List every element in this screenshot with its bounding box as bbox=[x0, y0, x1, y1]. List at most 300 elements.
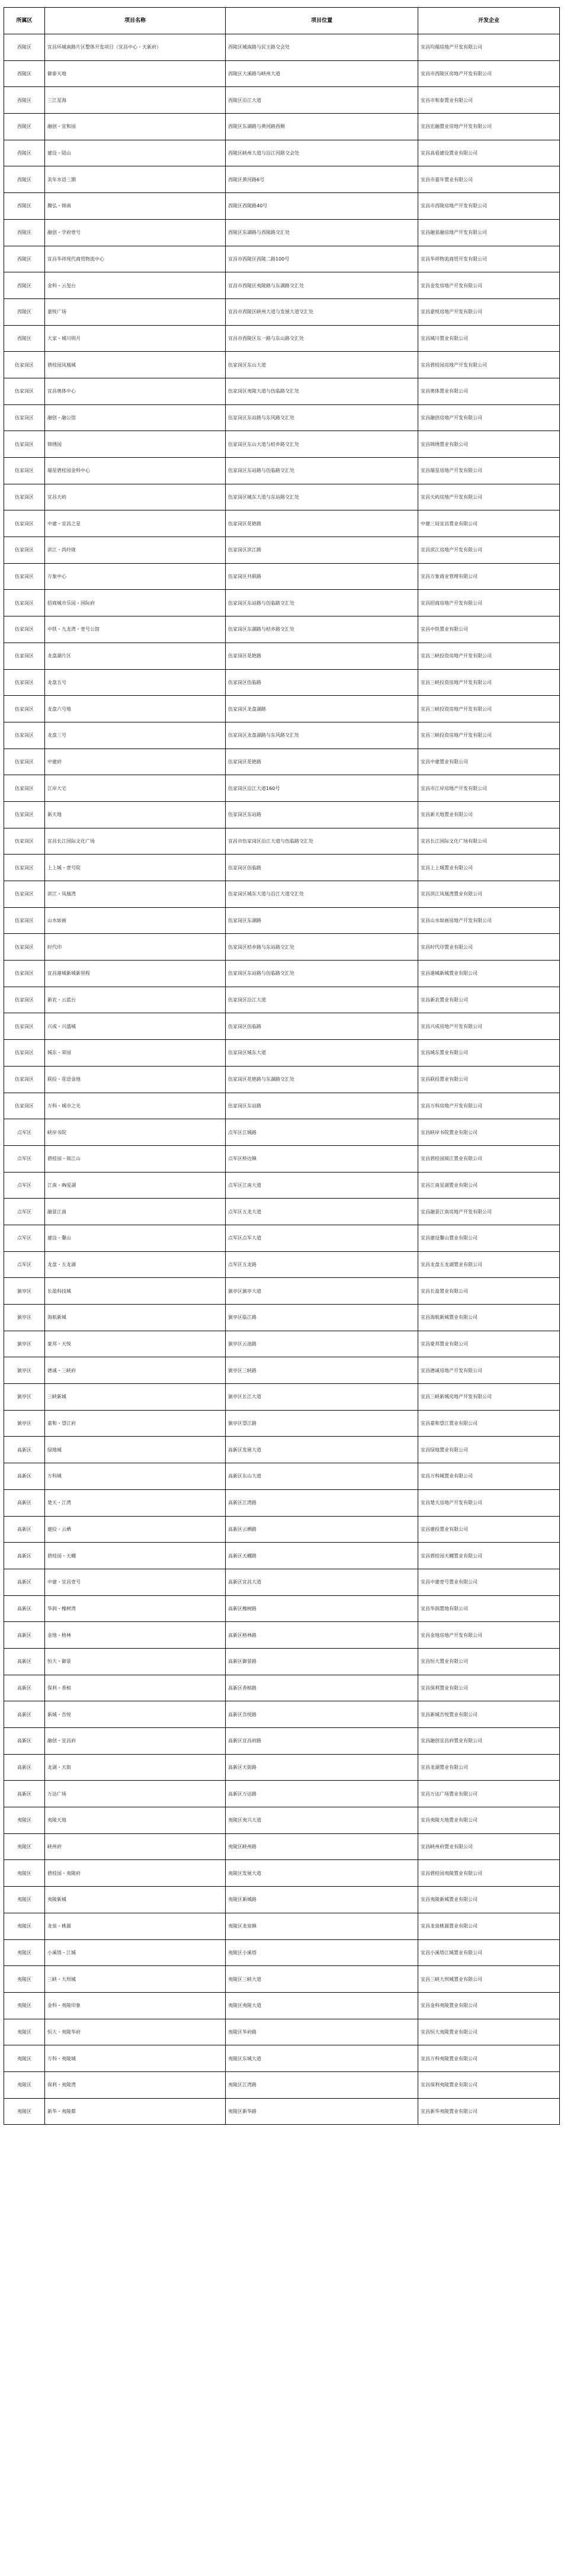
table-row bbox=[4, 34, 560, 61]
cell-district: 高新区 bbox=[4, 1569, 45, 1595]
cell-developer: 宜昌时代印置业有限公司 bbox=[418, 934, 560, 961]
cell-developer: 宜昌碧桂园天樾置业有限公司 bbox=[418, 1543, 560, 1569]
cell-project-name: 龙泉・桃源 bbox=[45, 1913, 226, 1939]
cell-project-location: 伍家岗区东站路 bbox=[226, 1093, 418, 1119]
cell-developer: 宜昌华祥物流商贸开发有限公司 bbox=[418, 246, 560, 272]
cell-district: 猇亭区 bbox=[4, 1278, 45, 1305]
cell-developer: 宜昌保利置业有限公司 bbox=[418, 1675, 560, 1701]
cell-project-location: 伍家岗区龙盘湖路与东风路交汇处 bbox=[226, 722, 418, 749]
project-table bbox=[4, 7, 560, 2125]
cell-project-location: 伍家岗区城东大道与东站路交汇处 bbox=[226, 484, 418, 510]
cell-developer: 宜昌海航新城置业有限公司 bbox=[418, 1305, 560, 1331]
cell-developer: 宜昌嘉和望江置业有限公司 bbox=[418, 1410, 560, 1437]
cell-project-name: 海航新城 bbox=[45, 1305, 226, 1331]
cell-project-location: 伍家岗区城东大道 bbox=[226, 1040, 418, 1067]
cell-district: 西陵区 bbox=[4, 114, 45, 140]
cell-project-location: 猇亭区临江路 bbox=[226, 1305, 418, 1331]
cell-developer: 宜昌三峡投资房地产开发有限公司 bbox=[418, 722, 560, 749]
table-row bbox=[4, 1516, 560, 1543]
table-row bbox=[4, 325, 560, 352]
cell-district: 高新区 bbox=[4, 1675, 45, 1701]
cell-project-location: 伍家岗区共联路 bbox=[226, 563, 418, 590]
cell-project-location: 西陵区东湖路与西陵路交汇处 bbox=[226, 219, 418, 246]
cell-district: 西陵区 bbox=[4, 193, 45, 220]
cell-district: 西陵区 bbox=[4, 140, 45, 166]
cell-district: 伍家岗区 bbox=[4, 643, 45, 669]
cell-project-location: 夷陵区夷陵大道 bbox=[226, 1992, 418, 2019]
cell-project-location: 高新区宜昌府路 bbox=[226, 1728, 418, 1755]
table-row bbox=[4, 298, 560, 325]
cell-project-name: 嘉和・望江府 bbox=[45, 1410, 226, 1437]
table-row bbox=[4, 775, 560, 802]
cell-developer: 宜昌瑞星房地产开发有限公司 bbox=[418, 458, 560, 484]
cell-developer: 宜昌上上城置业有限公司 bbox=[418, 855, 560, 881]
cell-district: 高新区 bbox=[4, 1648, 45, 1675]
header-district: 所属区 bbox=[4, 8, 45, 34]
table-row bbox=[4, 1543, 560, 1569]
cell-project-location: 点军区五龙大道 bbox=[226, 1199, 418, 1225]
table-row bbox=[4, 537, 560, 564]
cell-district: 伍家岗区 bbox=[4, 722, 45, 749]
cell-district: 高新区 bbox=[4, 1595, 45, 1622]
cell-district: 高新区 bbox=[4, 1781, 45, 1807]
cell-project-name: 峡岸书院 bbox=[45, 1119, 226, 1146]
table-row bbox=[4, 1172, 560, 1199]
cell-developer: 宜昌碧桂园夷陵置业有限公司 bbox=[418, 1860, 560, 1887]
table-row bbox=[4, 219, 560, 246]
cell-project-location: 伍家岗区花艳路 bbox=[226, 749, 418, 775]
cell-project-name: 德诚・三峡府 bbox=[45, 1357, 226, 1384]
cell-developer: 宜昌锦绣置业有限公司 bbox=[418, 431, 560, 458]
cell-project-location: 伍家岗区东山大道 bbox=[226, 352, 418, 378]
cell-developer: 宜昌市嘉年置业有限公司 bbox=[418, 166, 560, 193]
cell-project-location: 猇亭区三峡路 bbox=[226, 1357, 418, 1384]
table-row bbox=[4, 1807, 560, 1834]
table-row bbox=[4, 1728, 560, 1755]
cell-project-name: 滨江・凤凰湾 bbox=[45, 881, 226, 908]
cell-project-name: 美年水语三期 bbox=[45, 166, 226, 193]
table-row bbox=[4, 722, 560, 749]
cell-developer: 宜昌江南星湖置业有限公司 bbox=[418, 1172, 560, 1199]
cell-developer: 宜昌万科夷陵置业有限公司 bbox=[418, 2045, 560, 2072]
table-row bbox=[4, 1119, 560, 1146]
cell-developer: 宜昌峡州府置业有限公司 bbox=[418, 1833, 560, 1860]
cell-developer: 宜昌市西陵房地产开发有限公司 bbox=[418, 193, 560, 220]
cell-project-name: 碧桂园・天樾 bbox=[45, 1543, 226, 1569]
table-row bbox=[4, 1833, 560, 1860]
cell-developer: 宜昌峡岸书院置业有限公司 bbox=[418, 1119, 560, 1146]
cell-developer: 宜昌保利夷陵置业有限公司 bbox=[418, 2071, 560, 2098]
cell-district: 伍家岗区 bbox=[4, 669, 45, 696]
cell-project-name: 融景江南 bbox=[45, 1199, 226, 1225]
cell-project-name: 宜昌华祥现代商贸物流中心 bbox=[45, 246, 226, 272]
cell-project-location: 伍家岗区伍临路 bbox=[226, 669, 418, 696]
cell-developer: 宜昌嘉悦房地产开发有限公司 bbox=[418, 298, 560, 325]
cell-project-name: 龙盘湖片区 bbox=[45, 643, 226, 669]
cell-project-name: 峡州府 bbox=[45, 1833, 226, 1860]
table-row bbox=[4, 1305, 560, 1331]
cell-project-name: 滨江・尚玲珑 bbox=[45, 537, 226, 564]
cell-district: 点军区 bbox=[4, 1172, 45, 1199]
table-row bbox=[4, 1251, 560, 1278]
table-row bbox=[4, 60, 560, 87]
cell-developer: 宜昌万象商业管理有限公司 bbox=[418, 563, 560, 590]
cell-developer: 宜昌中建置业有限公司 bbox=[418, 749, 560, 775]
cell-district: 夷陵区 bbox=[4, 1860, 45, 1887]
table-row bbox=[4, 1013, 560, 1040]
cell-district: 夷陵区 bbox=[4, 1913, 45, 1939]
cell-project-name: 恒大・夷陵华府 bbox=[45, 2019, 226, 2045]
cell-developer: 宜昌城东置业有限公司 bbox=[418, 1040, 560, 1067]
cell-project-location: 高新区御景路 bbox=[226, 1648, 418, 1675]
table-row bbox=[4, 855, 560, 881]
cell-project-location: 夷陵区东城大道 bbox=[226, 2045, 418, 2072]
cell-project-location: 伍家岗区东湖路 bbox=[226, 907, 418, 934]
cell-project-location: 伍家岗区东站路 bbox=[226, 801, 418, 828]
cell-developer: 宜昌建投置业有限公司 bbox=[418, 1516, 560, 1543]
cell-project-name: 时代印 bbox=[45, 934, 226, 961]
cell-project-name: 锦绣园 bbox=[45, 431, 226, 458]
cell-district: 高新区 bbox=[4, 1543, 45, 1569]
cell-project-name: 万达广场 bbox=[45, 1781, 226, 1807]
table-row bbox=[4, 1913, 560, 1939]
table-row bbox=[4, 510, 560, 537]
cell-project-name: 恒大・御景 bbox=[45, 1648, 226, 1675]
cell-district: 西陵区 bbox=[4, 272, 45, 299]
cell-project-name: 山水如画 bbox=[45, 907, 226, 934]
cell-project-location: 高新区天樾路 bbox=[226, 1543, 418, 1569]
cell-developer: 宜昌长江国际文化广场有限公司 bbox=[418, 828, 560, 855]
table-row bbox=[4, 458, 560, 484]
cell-district: 猇亭区 bbox=[4, 1305, 45, 1331]
table-row bbox=[4, 1675, 560, 1701]
table-row bbox=[4, 193, 560, 220]
table-row bbox=[4, 749, 560, 775]
table-row bbox=[4, 987, 560, 1013]
cell-project-name: 碧桂园・夷陵府 bbox=[45, 1860, 226, 1887]
cell-project-name: 碧桂园凤凰城 bbox=[45, 352, 226, 378]
cell-project-name: 金科・夷陵印象 bbox=[45, 1992, 226, 2019]
cell-project-name: 金科・云玺台 bbox=[45, 272, 226, 299]
cell-developer: 中建三局宜昌置业有限公司 bbox=[418, 510, 560, 537]
cell-project-location: 西陵区黄河路6号 bbox=[226, 166, 418, 193]
table-row bbox=[4, 1410, 560, 1437]
cell-project-location: 夷陵区三峡大道 bbox=[226, 1966, 418, 1993]
table-row bbox=[4, 1040, 560, 1067]
cell-district: 夷陵区 bbox=[4, 1887, 45, 1913]
cell-district: 西陵区 bbox=[4, 298, 45, 325]
cell-developer: 宜昌天屿房地产开发有限公司 bbox=[418, 484, 560, 510]
cell-district: 夷陵区 bbox=[4, 1807, 45, 1834]
table-row bbox=[4, 1701, 560, 1728]
table-row bbox=[4, 431, 560, 458]
table-row bbox=[4, 1357, 560, 1384]
cell-developer: 宜昌滨江房地产开发有限公司 bbox=[418, 537, 560, 564]
table-row bbox=[4, 1781, 560, 1807]
table-row bbox=[4, 272, 560, 299]
cell-district: 猇亭区 bbox=[4, 1357, 45, 1384]
cell-developer: 宜昌龙泉桃源置业有限公司 bbox=[418, 1913, 560, 1939]
cell-developer: 宜昌绿地置业有限公司 bbox=[418, 1437, 560, 1463]
table-row bbox=[4, 87, 560, 114]
cell-project-name: 三峡新城 bbox=[45, 1384, 226, 1411]
cell-developer: 宜昌市西陵区房地产开发有限公司 bbox=[418, 60, 560, 87]
cell-district: 伍家岗区 bbox=[4, 907, 45, 934]
cell-district: 高新区 bbox=[4, 1516, 45, 1543]
cell-district: 点军区 bbox=[4, 1145, 45, 1172]
cell-district: 伍家岗区 bbox=[4, 775, 45, 802]
cell-district: 伍家岗区 bbox=[4, 537, 45, 564]
cell-district: 高新区 bbox=[4, 1489, 45, 1516]
cell-developer: 宜昌中铁置业有限公司 bbox=[418, 616, 560, 643]
cell-project-name: 小溪塔・江城 bbox=[45, 1939, 226, 1966]
cell-project-location: 伍家岗区滨江路 bbox=[226, 537, 418, 564]
cell-project-name: 龙盘・五龙湖 bbox=[45, 1251, 226, 1278]
cell-project-location: 伍家岗区夷陵大道与伍临路交汇处 bbox=[226, 378, 418, 404]
cell-project-location: 伍家岗区花艳路与东湖路交汇处 bbox=[226, 1066, 418, 1093]
table-row bbox=[4, 1754, 560, 1781]
cell-district: 点军区 bbox=[4, 1199, 45, 1225]
cell-district: 西陵区 bbox=[4, 166, 45, 193]
cell-district: 伍家岗区 bbox=[4, 696, 45, 722]
cell-project-location: 夷陵区峡州路 bbox=[226, 1833, 418, 1860]
cell-district: 伍家岗区 bbox=[4, 801, 45, 828]
cell-district: 夷陵区 bbox=[4, 1939, 45, 1966]
cell-developer: 宜昌高看建设置业有限公司 bbox=[418, 140, 560, 166]
cell-project-location: 伍家岗区花艳路 bbox=[226, 643, 418, 669]
cell-project-location: 宜昌市西陵区西陵二路100号 bbox=[226, 246, 418, 272]
cell-developer: 宜昌楚天房地产开发有限公司 bbox=[418, 1489, 560, 1516]
cell-developer: 宜昌华润置地有限公司 bbox=[418, 1595, 560, 1622]
cell-project-location: 宜昌市西陵区峡州大道与发展大道交汇处 bbox=[226, 298, 418, 325]
cell-district: 夷陵区 bbox=[4, 2071, 45, 2098]
cell-district: 西陵区 bbox=[4, 87, 45, 114]
cell-developer: 宜昌融创宜昌府置业有限公司 bbox=[418, 1728, 560, 1755]
cell-developer: 宜昌兴成房地产开发有限公司 bbox=[418, 1013, 560, 1040]
cell-district: 高新区 bbox=[4, 1701, 45, 1728]
cell-developer: 宜昌夷陵新城置业有限公司 bbox=[418, 1887, 560, 1913]
table-row bbox=[4, 1145, 560, 1172]
table-row bbox=[4, 1887, 560, 1913]
cell-project-location: 点军区桥边镇 bbox=[226, 1145, 418, 1172]
cell-project-name: 新华・夷陵都 bbox=[45, 2098, 226, 2125]
cell-project-name: 建设・馨山 bbox=[45, 1225, 226, 1251]
cell-project-location: 宜昌市西陵区夷陵路与东湖路交汇处 bbox=[226, 272, 418, 299]
cell-developer: 宜昌德诚房地产开发有限公司 bbox=[418, 1357, 560, 1384]
table-row bbox=[4, 1384, 560, 1411]
cell-project-name: 万象中心 bbox=[45, 563, 226, 590]
cell-project-location: 伍家岗区城东大道与沿江大道交汇处 bbox=[226, 881, 418, 908]
cell-developer: 宜昌融创房地产开发有限公司 bbox=[418, 404, 560, 431]
cell-project-name: 绿地城 bbox=[45, 1437, 226, 1463]
cell-district: 高新区 bbox=[4, 1728, 45, 1755]
cell-district: 点军区 bbox=[4, 1251, 45, 1278]
table-row bbox=[4, 828, 560, 855]
cell-project-location: 西陵区城南路与民主路交会处 bbox=[226, 34, 418, 61]
cell-district: 夷陵区 bbox=[4, 1966, 45, 1993]
cell-developer: 宜昌万达广场置业有限公司 bbox=[418, 1781, 560, 1807]
cell-developer: 宜昌新华夷陵置业有限公司 bbox=[418, 2098, 560, 2125]
cell-developer: 宜昌中建壹号置业有限公司 bbox=[418, 1569, 560, 1595]
cell-developer: 宜昌宏融置业房地产开发有限公司 bbox=[418, 114, 560, 140]
table-row bbox=[4, 166, 560, 193]
cell-project-name: 江南・IN星湖 bbox=[45, 1172, 226, 1199]
cell-project-location: 宜昌市西陵区东一路与东山路交汇处 bbox=[226, 325, 418, 352]
cell-district: 点军区 bbox=[4, 1225, 45, 1251]
cell-project-name: 融创・融公馆 bbox=[45, 404, 226, 431]
cell-district: 高新区 bbox=[4, 1754, 45, 1781]
table-row bbox=[4, 1463, 560, 1490]
table-row bbox=[4, 1278, 560, 1305]
cell-project-location: 伍家岗区东站路与伍临路交汇处 bbox=[226, 961, 418, 987]
header-project-name: 项目名称 bbox=[45, 8, 226, 34]
cell-project-location: 伍家岗区伍临路 bbox=[226, 855, 418, 881]
cell-project-location: 猇亭区望江路 bbox=[226, 1410, 418, 1437]
table-row bbox=[4, 616, 560, 643]
cell-project-location: 伍家岗区东山大道与桔乡路交汇处 bbox=[226, 431, 418, 458]
table-row bbox=[4, 404, 560, 431]
cell-project-location: 伍家岗区桔乡路与东站路交汇处 bbox=[226, 934, 418, 961]
cell-developer: 宜昌建设馨山置业有限公司 bbox=[418, 1225, 560, 1251]
cell-project-name: 华润・橡树湾 bbox=[45, 1595, 226, 1622]
cell-project-name: 招商城市乐园・国际府 bbox=[45, 590, 226, 616]
table-row bbox=[4, 1595, 560, 1622]
cell-project-name: 建投・云栖 bbox=[45, 1516, 226, 1543]
cell-district: 伍家岗区 bbox=[4, 934, 45, 961]
cell-project-name: 中铁・九龙湾・壹号公馆 bbox=[45, 616, 226, 643]
cell-developer: 宜昌三峡投资房地产开发有限公司 bbox=[418, 643, 560, 669]
cell-developer: 宜昌三峡投资房地产开发有限公司 bbox=[418, 696, 560, 722]
cell-project-location: 夷陵区发展大道 bbox=[226, 1860, 418, 1887]
cell-project-location: 猇亭区猇亭大道 bbox=[226, 1278, 418, 1305]
cell-project-name: 新农・云蓝台 bbox=[45, 987, 226, 1013]
cell-project-name: 宜昌港城新城新里程 bbox=[45, 961, 226, 987]
cell-project-name: 三峡・大坝城 bbox=[45, 1966, 226, 1993]
cell-developer: 宜昌新天地置业有限公司 bbox=[418, 801, 560, 828]
table-row bbox=[4, 484, 560, 510]
cell-district: 伍家岗区 bbox=[4, 1093, 45, 1119]
cell-project-location: 伍家岗区伍临路 bbox=[226, 1013, 418, 1040]
table-row bbox=[4, 1860, 560, 1887]
table-row bbox=[4, 934, 560, 961]
cell-project-name: 新天地 bbox=[45, 801, 226, 828]
table-row bbox=[4, 961, 560, 987]
cell-developer: 宜昌恒大置业有限公司 bbox=[418, 1648, 560, 1675]
cell-project-location: 伍家岗区东站路与伍临路交汇处 bbox=[226, 458, 418, 484]
table-row bbox=[4, 2045, 560, 2072]
cell-project-location: 高新区天街路 bbox=[226, 1754, 418, 1781]
header-project-location: 项目位置 bbox=[226, 8, 418, 34]
header-row bbox=[4, 8, 560, 34]
cell-project-location: 高新区橡树路 bbox=[226, 1595, 418, 1622]
cell-project-name: 联投・花语金地 bbox=[45, 1066, 226, 1093]
table-row bbox=[4, 2019, 560, 2045]
cell-district: 伍家岗区 bbox=[4, 1013, 45, 1040]
cell-project-location: 西陵区西陵路40号 bbox=[226, 193, 418, 220]
cell-project-name: 金地・格林 bbox=[45, 1622, 226, 1649]
cell-project-name: 上上城・壹号院 bbox=[45, 855, 226, 881]
cell-project-name: 龙盘六号地 bbox=[45, 696, 226, 722]
table-row bbox=[4, 696, 560, 722]
table-row bbox=[4, 1066, 560, 1093]
cell-project-location: 猇亭区长江大道 bbox=[226, 1384, 418, 1411]
cell-district: 伍家岗区 bbox=[4, 828, 45, 855]
cell-project-location: 西陵区大溪路与峡州大道 bbox=[226, 60, 418, 87]
cell-developer: 宜昌龙湖置业有限公司 bbox=[418, 1754, 560, 1781]
table-row bbox=[4, 2071, 560, 2098]
cell-developer: 宜昌万科城置业有限公司 bbox=[418, 1463, 560, 1490]
table-row bbox=[4, 907, 560, 934]
cell-developer: 宜昌金发房地产开发有限公司 bbox=[418, 272, 560, 299]
cell-project-location: 高新区宜昌大道 bbox=[226, 1569, 418, 1595]
cell-project-location: 伍家岗区沿江大道160号 bbox=[226, 775, 418, 802]
cell-project-name: 腾弘・锦南 bbox=[45, 193, 226, 220]
cell-district: 伍家岗区 bbox=[4, 378, 45, 404]
cell-project-location: 高新区万达路 bbox=[226, 1781, 418, 1807]
cell-project-location: 西陵区沿江大道 bbox=[226, 87, 418, 114]
cell-district: 伍家岗区 bbox=[4, 749, 45, 775]
cell-developer: 宜昌港城新城置业有限公司 bbox=[418, 961, 560, 987]
cell-developer: 宜昌碧桂园阅江置业有限公司 bbox=[418, 1145, 560, 1172]
table-row bbox=[4, 1489, 560, 1516]
cell-developer: 宜昌金地房地产开发有限公司 bbox=[418, 1622, 560, 1649]
cell-district: 伍家岗区 bbox=[4, 855, 45, 881]
cell-project-location: 高新区发展大道 bbox=[226, 1437, 418, 1463]
table-row bbox=[4, 1093, 560, 1119]
cell-district: 伍家岗区 bbox=[4, 987, 45, 1013]
cell-project-name: 中建・宜昌壹号 bbox=[45, 1569, 226, 1595]
cell-district: 高新区 bbox=[4, 1622, 45, 1649]
cell-project-location: 夷陵区新城路 bbox=[226, 1887, 418, 1913]
cell-project-location: 点军区江城路 bbox=[226, 1119, 418, 1146]
table-row bbox=[4, 378, 560, 404]
table-row bbox=[4, 1225, 560, 1251]
cell-project-name: 大家・城川明月 bbox=[45, 325, 226, 352]
cell-project-location: 伍家岗区东湖路与桔乡路交汇处 bbox=[226, 616, 418, 643]
cell-developer: 宜昌恒大夷陵置业有限公司 bbox=[418, 2019, 560, 2045]
table-row bbox=[4, 2098, 560, 2125]
cell-district: 高新区 bbox=[4, 1437, 45, 1463]
cell-project-location: 西陵区东湖路与黄河路西侧 bbox=[226, 114, 418, 140]
cell-project-location: 伍家岗区花艳路 bbox=[226, 510, 418, 537]
cell-district: 高新区 bbox=[4, 1463, 45, 1490]
cell-developer: 宜昌城川置业有限公司 bbox=[418, 325, 560, 352]
cell-developer: 宜昌奥体置业有限公司 bbox=[418, 378, 560, 404]
table-row bbox=[4, 114, 560, 140]
cell-developer: 宜昌山水如画房地产开发有限公司 bbox=[418, 907, 560, 934]
cell-district: 伍家岗区 bbox=[4, 404, 45, 431]
cell-district: 伍家岗区 bbox=[4, 431, 45, 458]
cell-developer: 宜昌市江岸房地产开发有限公司 bbox=[418, 775, 560, 802]
cell-project-name: 融创・宜和园 bbox=[45, 114, 226, 140]
cell-project-location: 高新区香槟路 bbox=[226, 1675, 418, 1701]
cell-district: 西陵区 bbox=[4, 219, 45, 246]
cell-developer: 宜昌联投置业有限公司 bbox=[418, 1066, 560, 1093]
table-row bbox=[4, 643, 560, 669]
cell-project-location: 猇亭区云池路 bbox=[226, 1331, 418, 1357]
table-row bbox=[4, 881, 560, 908]
cell-project-name: 嘉悦广场 bbox=[45, 298, 226, 325]
cell-project-name: 江岸大宅 bbox=[45, 775, 226, 802]
cell-project-name: 宜昌长江国际文化广场 bbox=[45, 828, 226, 855]
cell-district: 伍家岗区 bbox=[4, 961, 45, 987]
cell-project-location: 夷陵区小溪塔 bbox=[226, 1939, 418, 1966]
table-row bbox=[4, 590, 560, 616]
cell-developer: 宜昌融景融房地产开发有限公司 bbox=[418, 219, 560, 246]
cell-district: 猇亭区 bbox=[4, 1384, 45, 1411]
cell-developer: 宜昌碧桂园房地产开发有限公司 bbox=[418, 352, 560, 378]
cell-project-location: 伍家岗区东站路与伍临路交汇处 bbox=[226, 590, 418, 616]
